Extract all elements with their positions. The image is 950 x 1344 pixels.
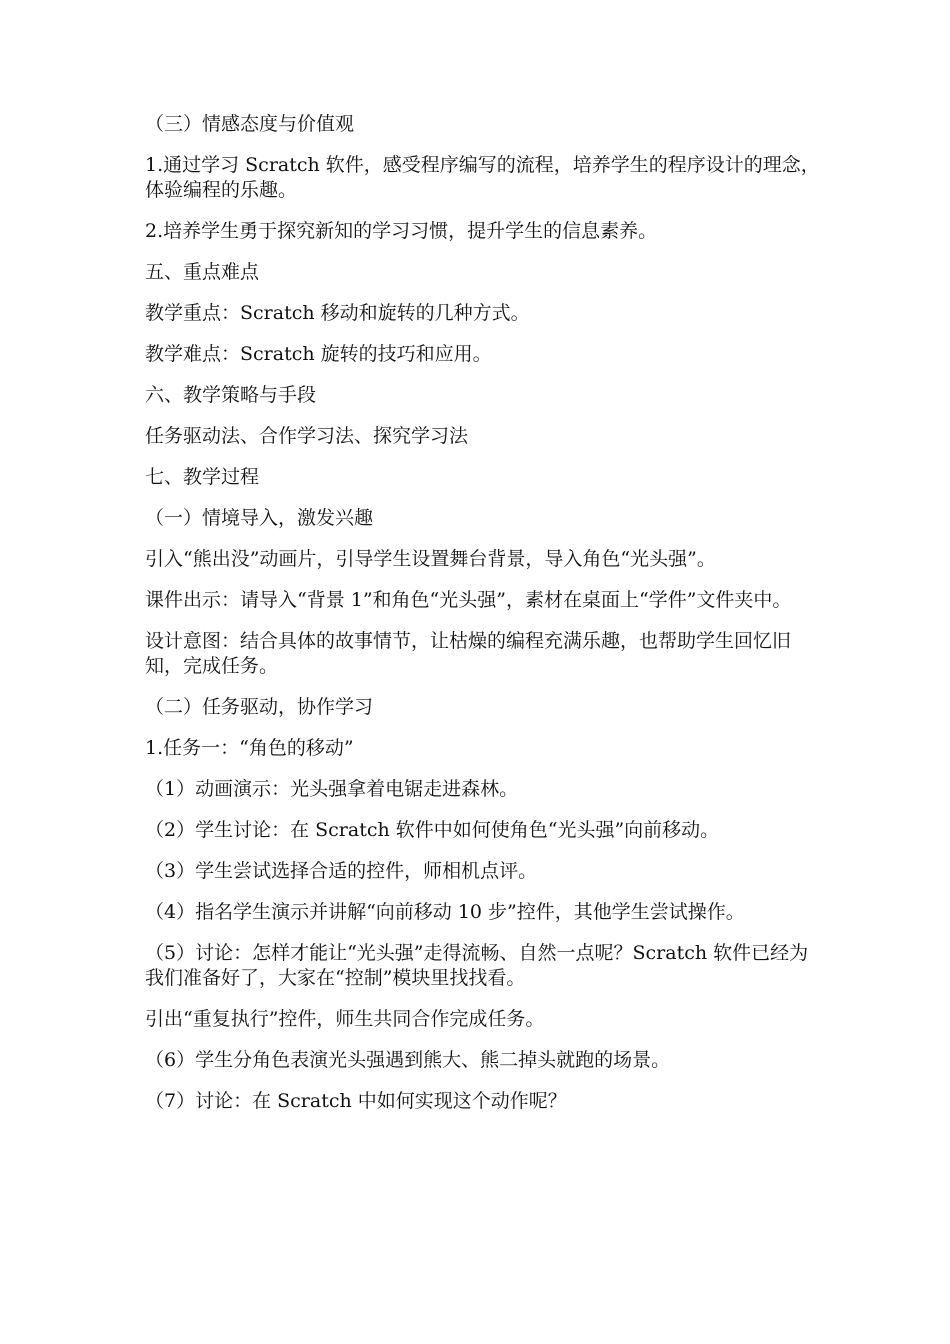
paragraph: 2.培养学生勇于探究新知的学习习惯，提升学生的信息素养。 xyxy=(145,220,658,242)
subsection-heading: （二）任务驱动，协作学习 xyxy=(145,696,374,718)
document-body xyxy=(145,112,825,1130)
list-item: （5）讨论：怎样才能让“光头强”走得流畅、自然一点呢？Scratch 软件已经为我们准备好了，大家在“控制”模块里找找看。 xyxy=(145,942,809,989)
paragraph: 引出“重复执行”控件，师生共同合作完成任务。 xyxy=(145,1008,545,1030)
paragraph: 1.任务一：“角色的移动” xyxy=(145,737,354,759)
list-item: （1）动画演示：光头强拿着电锯走进森林。 xyxy=(145,778,519,800)
section-heading: （三）情感态度与价值观 xyxy=(145,113,355,135)
paragraph: 任务驱动法、合作学习法、探究学习法 xyxy=(145,425,469,447)
paragraph: 教学难点：Scratch 旋转的技巧和应用。 xyxy=(145,343,492,365)
paragraph: 教学重点：Scratch 移动和旋转的几种方式。 xyxy=(145,302,530,324)
list-item: （3）学生尝试选择合适的控件，师相机点评。 xyxy=(145,860,538,882)
list-item: （4）指名学生演示并讲解“向前移动 10 步”控件，其他学生尝试操作。 xyxy=(145,901,745,923)
subsection-heading: （一）情境导入，激发兴趣 xyxy=(145,507,374,529)
section-heading: 五、重点难点 xyxy=(145,261,260,283)
section-heading: 七、教学过程 xyxy=(145,466,260,488)
list-item: （6）学生分角色表演光头强遇到熊大、熊二掉头就跑的场景。 xyxy=(145,1049,671,1071)
paragraph: 课件出示：请导入“背景 1”和角色“光头强”，素材在桌面上“学件”文件夹中。 xyxy=(145,589,792,611)
paragraph: 设计意图：结合具体的故事情节，让枯燥的编程充满乐趣，也帮助学生回忆旧知，完成任务。 xyxy=(145,630,792,677)
list-item: （2）学生讨论：在 Scratch 软件中如何使角色“光头强”向前移动。 xyxy=(145,819,720,841)
paragraph: 引入“熊出没”动画片，引导学生设置舞台背景，导入角色“光头强”。 xyxy=(145,548,716,570)
list-item: （7）讨论：在 Scratch 中如何实现这个动作呢？ xyxy=(145,1090,567,1112)
paragraph: 1.通过学习 Scratch 软件，感受程序编写的流程，培养学生的程序设计的理念，体验编程的乐趣。 xyxy=(145,154,820,201)
section-heading: 六、教学策略与手段 xyxy=(145,384,317,406)
